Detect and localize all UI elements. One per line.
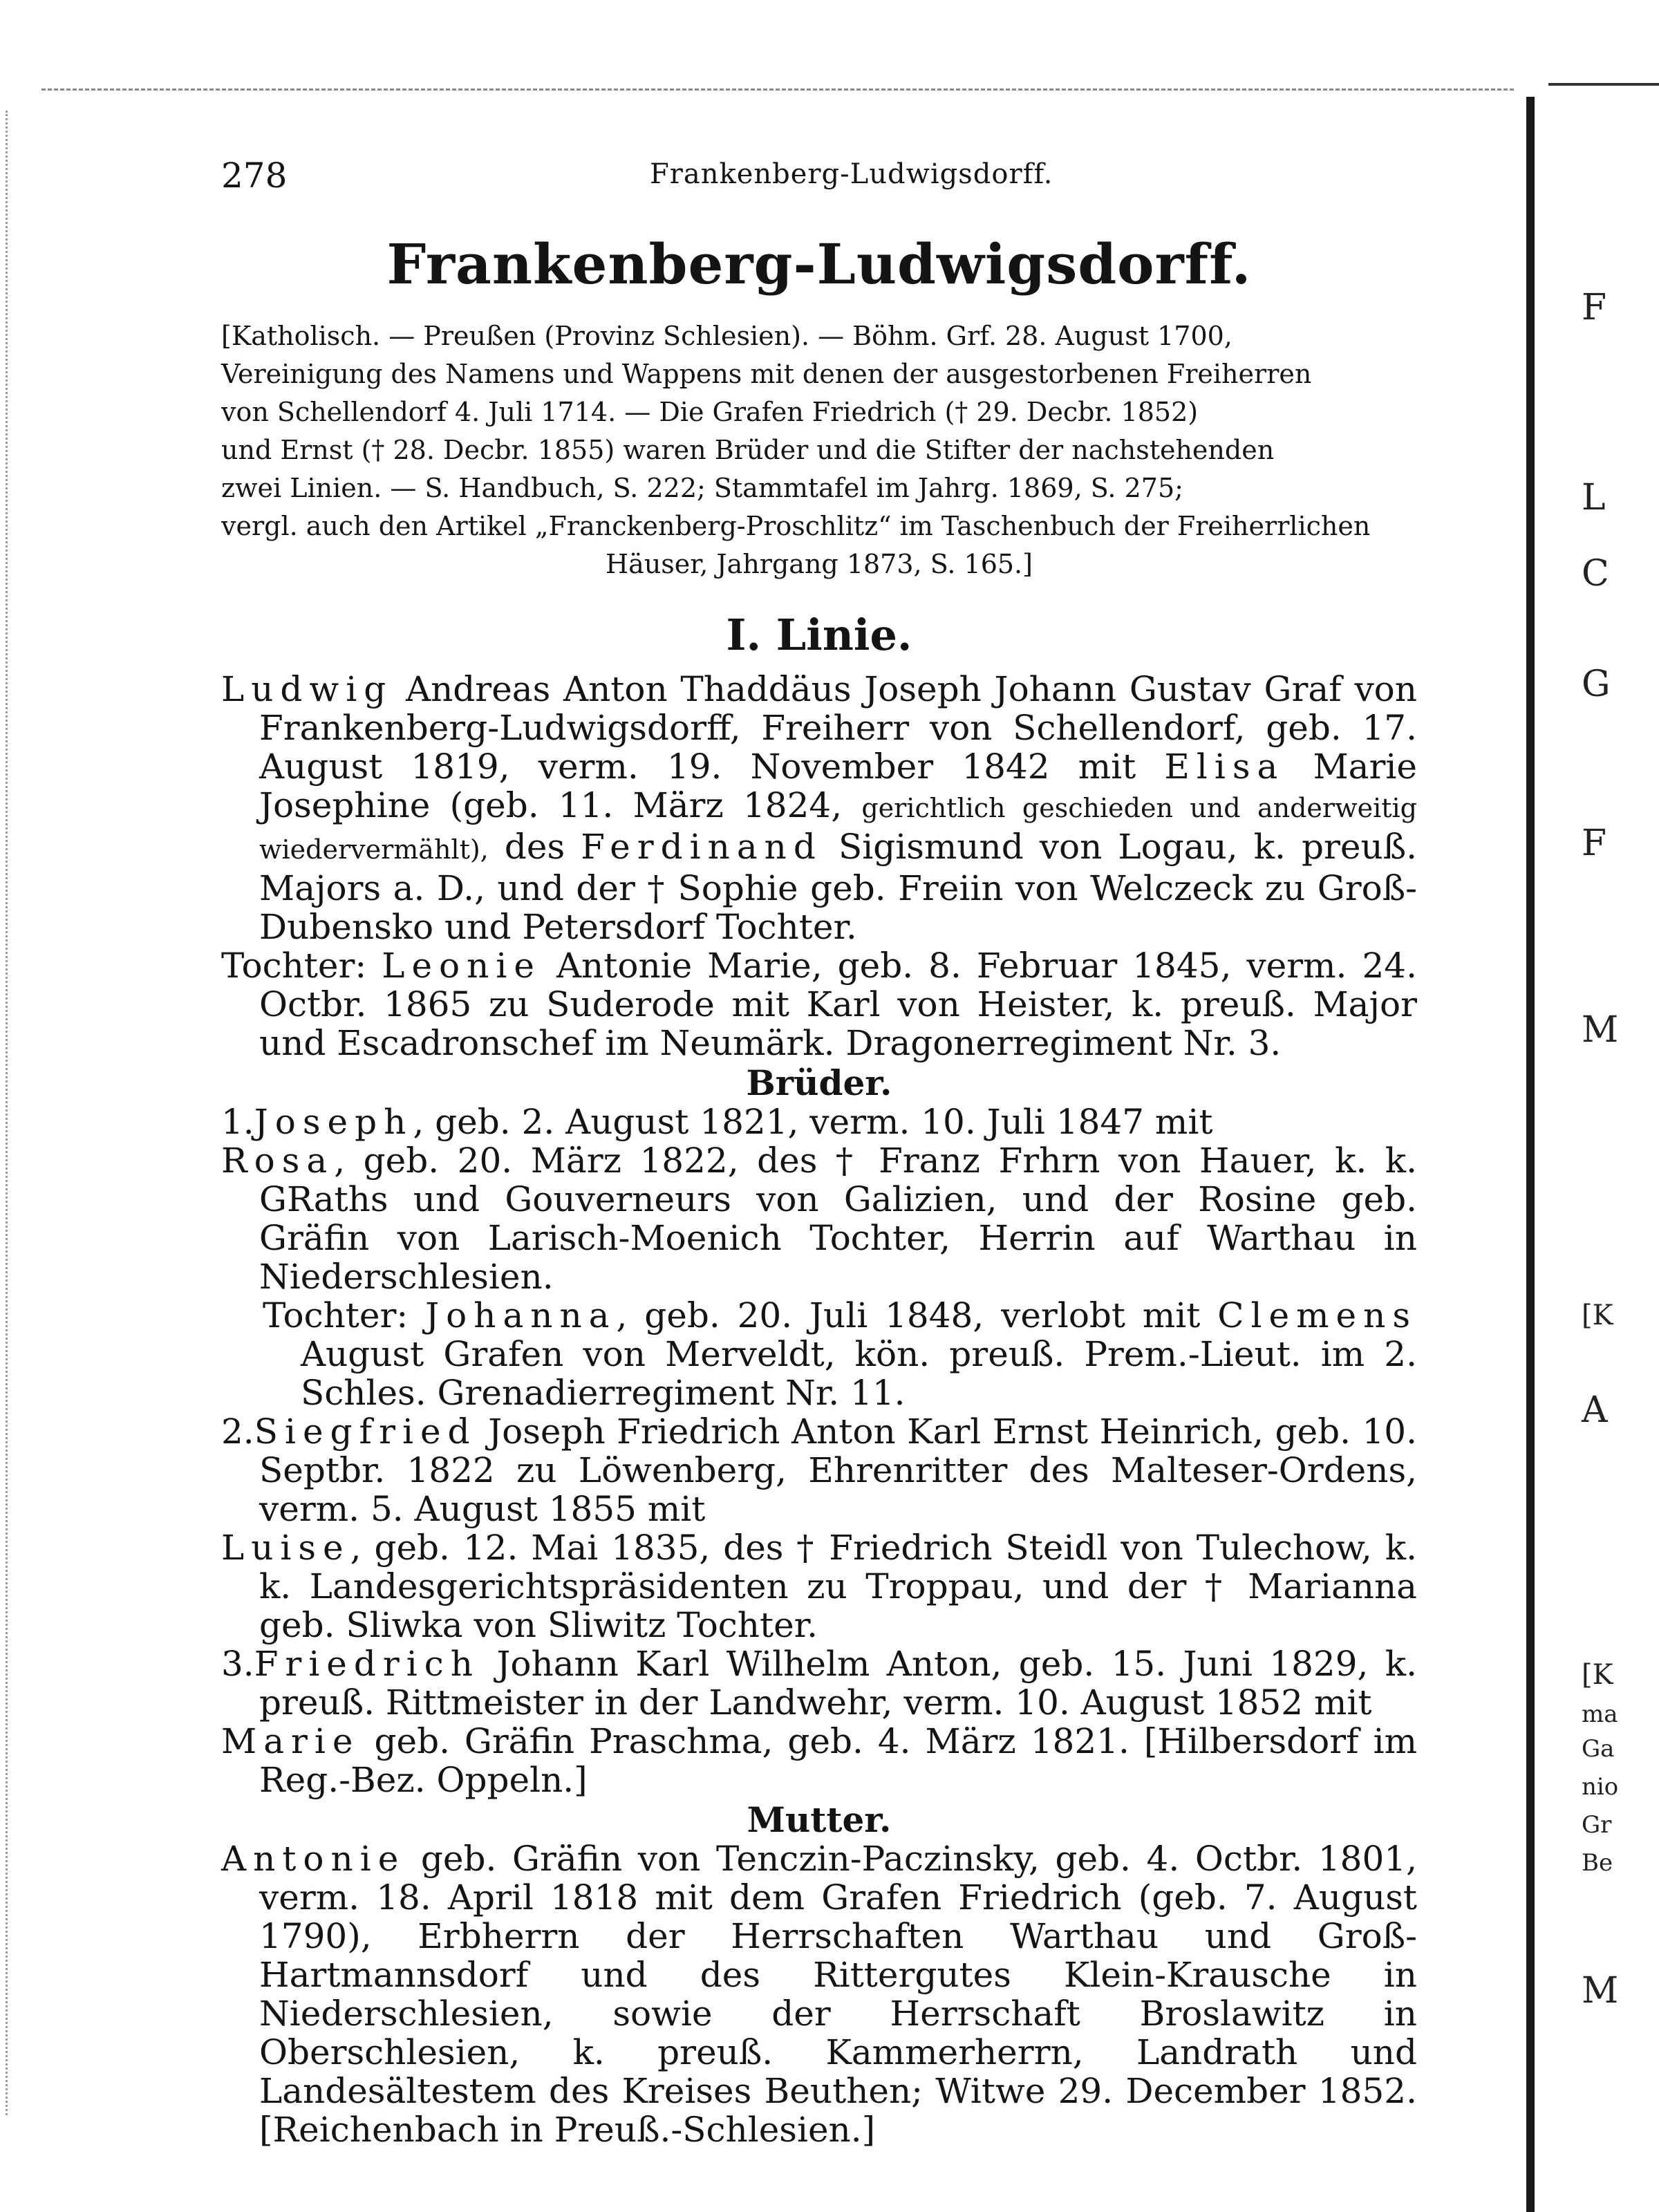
person-name: Luise [221,1528,350,1568]
head-of-house-entry [221,670,1417,946]
brother-entry [221,1412,1417,1528]
next-page-fragment: Gr [1582,1811,1612,1839]
intro-line: zwei Linien. — S. Handbuch, S. 222; Stammtafel im Jahrg. 1869, S. 275; [221,473,1183,503]
person-name: Ferdinand [581,827,823,867]
entry-note: gerichtlich geschieden und anderweitig wiedervermählt), [259,793,1417,865]
intro-line: und Ernst († 28. Decbr. 1855) waren Brüder und die Stifter der nachstehenden [221,435,1275,465]
next-page-fragment: nio [1582,1773,1619,1801]
mother-entry [221,1839,1417,2149]
next-page-fragment: M [1582,1970,1619,2012]
next-page-fragment: Be [1582,1849,1613,1877]
entry-number: 3. [221,1644,254,1684]
person-name: Ludwig [221,669,393,709]
entry-number: 2. [221,1412,254,1452]
entry-text: Andreas Anton Thaddäus Joseph Johann Gustav Graf von Frankenberg-Ludwigsdorff, Freiherr von Schellendorf, geb. 17. August 1819, verm. 19. November 1842 mit [259,669,1417,787]
intro-line: [Katholisch. — Preußen (Provinz Schlesien). — Böhm. Grf. 28. August 1700, [221,321,1232,351]
entry-text: , geb. 20. Juli 1848, verlobt mit [616,1295,1201,1335]
next-page-fragment: F [1582,287,1607,328]
running-title: Frankenberg-Ludwigsdorff. [650,158,1053,190]
person-name: Joseph [254,1102,413,1142]
page-title: Frankenberg-Ludwigsdorff. [386,232,1252,297]
entry-text: , geb. 20. März 1822, des † Franz Frhrn von Hauer, k. k. GRaths und Gouverneurs von Galizien, und der Rosine geb. Gräfin von Larisch-Moenich Tochter, Herrin auf Warthau in Niederschlesien. [259,1141,1417,1297]
next-page-fragment: Ga [1582,1735,1615,1763]
relation-label: Tochter: [263,1295,409,1335]
spouse-entry [221,1722,1417,1799]
child-entry [221,1296,1417,1412]
entry-text: Joseph Friedrich Anton Karl Ernst Heinrich, geb. 10. Septbr. 1822 zu Löwenberg, Ehrenritter des Malteser-Ordens, verm. 5. August 1855 mit [259,1412,1417,1529]
entry-text: Sigismund von Logau, k. preuß. Majors a. D., und der † Sophie geb. Freiin von Welczeck zu Groß-Dubensko und Petersdorf Tochter. [259,827,1417,947]
entry-text: geb. Gräfin Praschma, geb. 4. März 1821. [Hilbersdorf im Reg.-Bez. Oppeln.] [259,1721,1417,1800]
person-name: Leonie [382,946,541,986]
entry-text: des [504,827,565,867]
entry-text: Marie Josephine (geb. 11. März 1824, [259,747,1417,825]
next-page-margin [1576,0,1659,2212]
next-page-fragment: F [1582,823,1607,864]
genealogy-entries [221,670,1417,2149]
relation-label: Tochter: [221,946,367,986]
intro-paragraph [221,317,1417,583]
intro-line: Vereinigung des Namens und Wappens mit denen der ausgestorbenen Freiherren [221,359,1312,389]
entry-text: , geb. 2. August 1821, verm. 10. Juli 1847 mit [413,1102,1213,1142]
spouse-entry [221,1528,1417,1644]
person-name: Clemens [1217,1295,1417,1335]
scan-edge-left [6,111,8,2115]
entry-text: August Grafen von Merveldt, kön. preuß. Prem.-Lieut. im 2. Schles. Grenadierregiment Nr. 11. [301,1334,1417,1413]
scan-edge-top [41,88,1514,91]
page-number: 278 [221,156,288,196]
next-page-fragment: ma [1582,1700,1618,1728]
section-heading-mother: Mutter. [747,1799,892,1840]
page-gutter-rule [1526,97,1535,2212]
intro-line: Häuser, Jahrgang 1873, S. 165.] [606,549,1033,579]
person-name: Antonie [221,1839,406,1879]
next-page-fragment: G [1582,664,1611,705]
person-name: Johanna [425,1295,617,1335]
running-head [221,156,1417,204]
intro-line: von Schellendorf 4. Juli 1714. — Die Grafen Friedrich († 29. Decbr. 1852) [221,397,1199,427]
next-page-fragment: M [1582,1009,1619,1051]
entry-text: Antonie Marie, geb. 8. Februar 1845, verm. 24. Octbr. 1865 zu Suderode mit Karl von Heister, k. preuß. Major und Escadronschef im Neumärk. Dragonerregiment Nr. 3. [259,946,1417,1063]
brother-entry [221,1103,1417,1141]
next-page-fragment: A [1582,1389,1608,1431]
line-heading: I. Linie. [726,610,912,660]
entry-text: geb. Gräfin von Tenczin-Paczinsky, geb. 4. Octbr. 1801, verm. 18. April 1818 mit dem Grafen Friedrich (geb. 7. August 1790), Erbherrn der Herrschaften Warthau und Groß-Hartmannsdorf und des Rittergutes Klein-Krausche in Niederschlesien, sowie der Herrschaft Broslawitz in Oberschlesien, k. preuß. Kammerherrn, Landrath und Landesältestem des Kreises Beuthen; Witwe 29. December 1852. [Reichenbach in Preuß.-Schlesien.] [259,1839,1417,2150]
entry-text: , geb. 12. Mai 1835, des † Friedrich Steidl von Tulechow, k. k. Landesgerichtspräsidenten zu Troppau, und der † Marianna geb. Sliwka von Sliwitz Tochter. [259,1528,1417,1645]
brother-entry [221,1644,1417,1722]
person-name: Elisa [1164,747,1285,787]
person-name: Siegfried [254,1412,477,1452]
next-page-fragment: L [1582,477,1606,518]
next-page-fragment: [K [1582,1300,1613,1331]
daughter-entry [221,946,1417,1062]
next-page-fragment: C [1582,553,1609,594]
next-page-fragment: [K [1582,1659,1613,1691]
book-page [221,156,1417,2149]
entry-text: Johann Karl Wilhelm Anton, geb. 15. Juni 1829, k. preuß. Rittmeister in der Landwehr, verm. 10. August 1852 mit [259,1644,1417,1723]
person-name: Rosa [221,1141,335,1181]
person-name: Friedrich [254,1644,480,1684]
person-name: Marie [221,1721,360,1761]
entry-number: 1. [221,1102,254,1142]
section-heading-brothers: Brüder. [746,1062,892,1103]
intro-line: vergl. auch den Artikel „Franckenberg-Proschlitz“ im Taschenbuch der Freiherrlichen [221,511,1371,541]
spouse-entry [221,1141,1417,1296]
